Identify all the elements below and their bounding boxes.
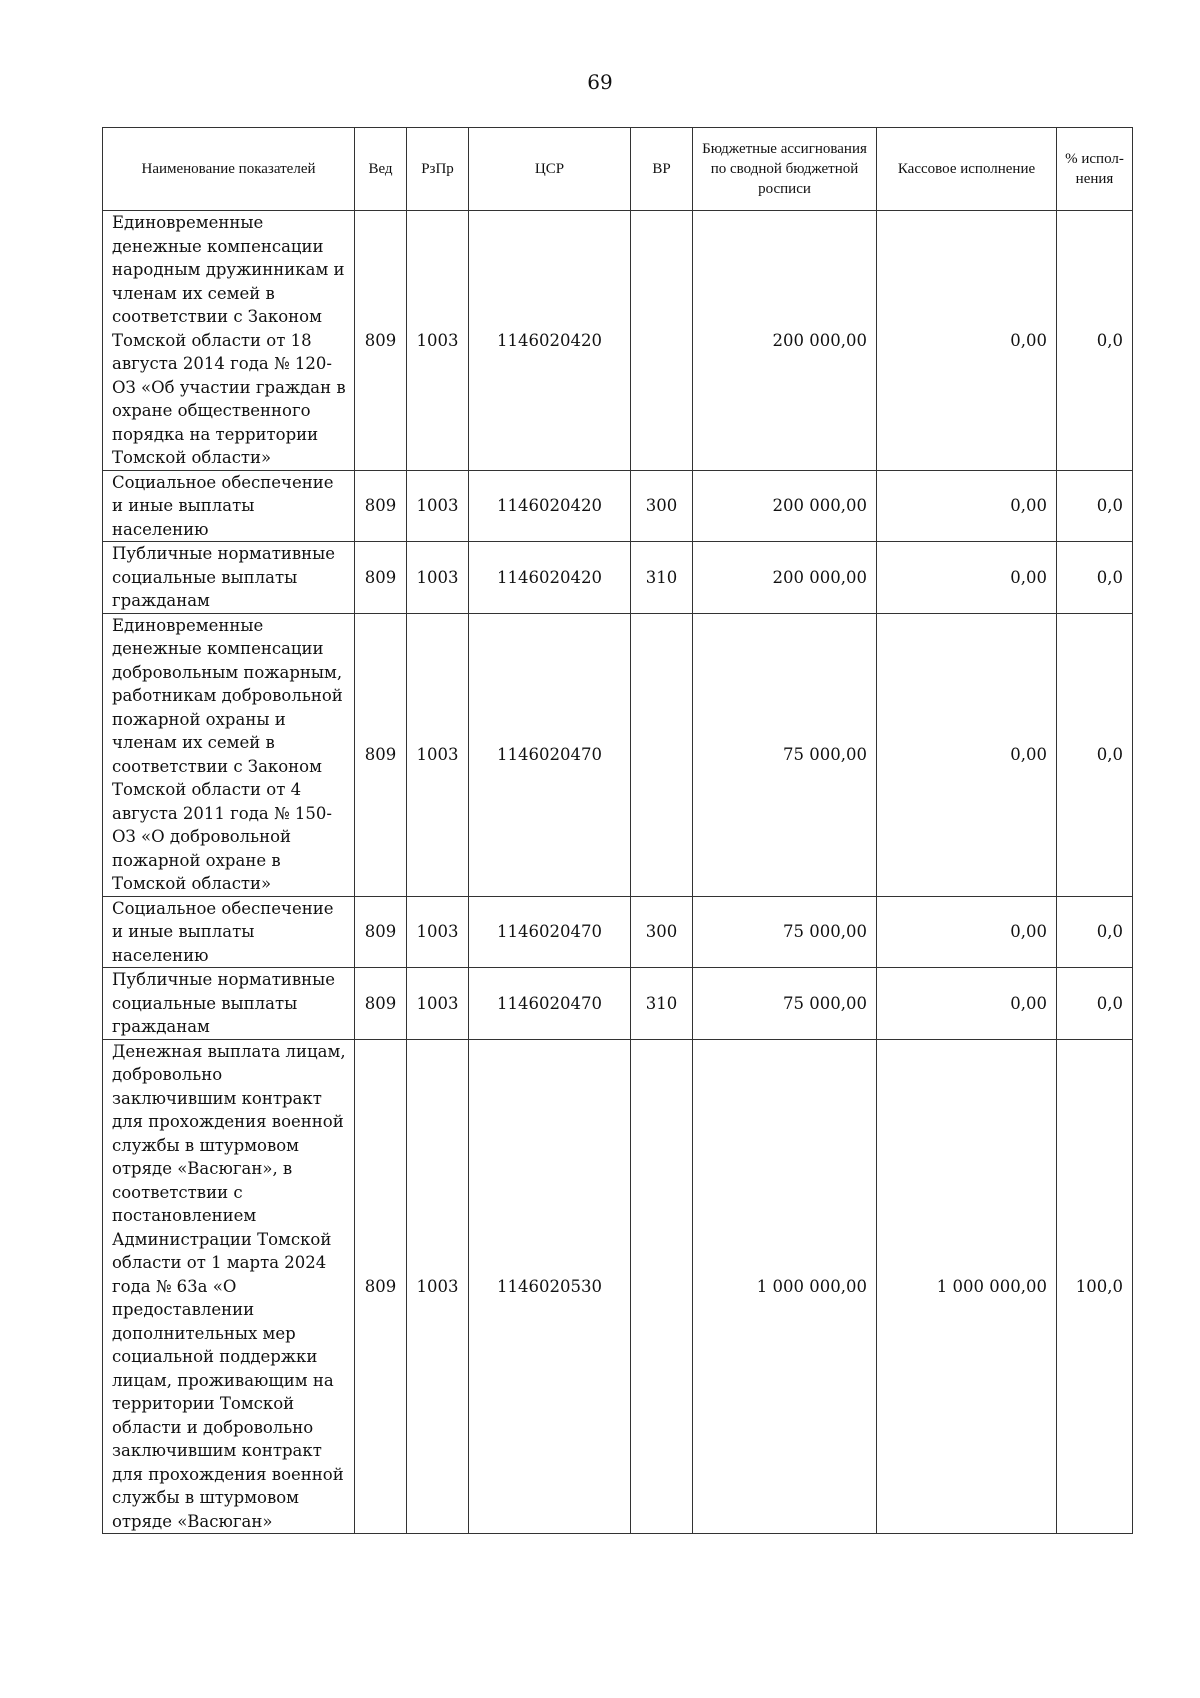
vr-cell [631,1039,693,1534]
table-row [103,470,1133,542]
cash-execution-cell: 0,00 [877,896,1057,968]
table-header-row [103,128,1133,211]
budget-execution-table [102,127,1133,1534]
percent-cell: 100,0 [1057,1039,1133,1534]
indicator-name: Публичные нормативные социальные выплаты гражданам [103,968,355,1040]
header-assignments: Бюджетные ассигнования по сводной бюджетной росписи [693,128,877,211]
vr-cell [631,211,693,471]
ved-cell: 809 [355,613,407,896]
rzpr-cell: 1003 [407,1039,469,1534]
rzpr-cell: 1003 [407,613,469,896]
cash-execution-cell: 0,00 [877,613,1057,896]
assignments-cell: 75 000,00 [693,896,877,968]
table-row [103,542,1133,614]
csr-cell: 1146020420 [469,542,631,614]
table-row [103,613,1133,896]
header-name: Наименование показателей [103,128,355,211]
assignments-cell: 75 000,00 [693,613,877,896]
percent-cell: 0,0 [1057,613,1133,896]
ved-cell: 809 [355,896,407,968]
header-csr: ЦСР [469,128,631,211]
cash-execution-cell: 0,00 [877,470,1057,542]
percent-cell: 0,0 [1057,542,1133,614]
indicator-name: Денежная выплата лицам, добровольно заключившим контракт для прохождения военной службы в штурмовом отряде «Васюган», в соответствии с постановлением Администрации Томской области от 1 марта 2024 года № 63а «О предоставлении дополнительных мер социальной поддержки лицам, проживающим на территории Томской области и добровольно заключившим контракт для прохождения военной службы в штурмовом отряде «Васюган» [103,1039,355,1534]
csr-cell: 1146020420 [469,470,631,542]
table-row [103,1039,1133,1534]
table-row [103,211,1133,471]
percent-cell: 0,0 [1057,968,1133,1040]
ved-cell: 809 [355,968,407,1040]
rzpr-cell: 1003 [407,470,469,542]
rzpr-cell: 1003 [407,542,469,614]
indicator-name: Социальное обеспечение и иные выплаты населению [103,896,355,968]
assignments-cell: 1 000 000,00 [693,1039,877,1534]
vr-cell: 300 [631,470,693,542]
indicator-name: Социальное обеспечение и иные выплаты населению [103,470,355,542]
vr-cell [631,613,693,896]
rzpr-cell: 1003 [407,211,469,471]
header-percent-execution: % испол-нения [1057,128,1133,211]
table-row [103,968,1133,1040]
percent-cell: 0,0 [1057,211,1133,471]
assignments-cell: 200 000,00 [693,211,877,471]
percent-cell: 0,0 [1057,896,1133,968]
ved-cell: 809 [355,542,407,614]
cash-execution-cell: 0,00 [877,542,1057,614]
ved-cell: 809 [355,211,407,471]
vr-cell: 310 [631,968,693,1040]
indicator-name: Единовременные денежные компенсации народным дружинникам и членам их семей в соответствии с Законом Томской области от 18 августа 2014 года № 120- ОЗ «Об участии граждан в охране общественного порядка на территории Томской области» [103,211,355,471]
assignments-cell: 200 000,00 [693,470,877,542]
csr-cell: 1146020470 [469,613,631,896]
cash-execution-cell: 0,00 [877,968,1057,1040]
header-ved: Вед [355,128,407,211]
cash-execution-cell: 0,00 [877,211,1057,471]
csr-cell: 1146020420 [469,211,631,471]
csr-cell: 1146020470 [469,968,631,1040]
indicator-name: Единовременные денежные компенсации добровольным пожарным, работникам добровольной пожарной охраны и членам их семей в соответствии с Законом Томской области от 4 августа 2011 года № 150- ОЗ «О добровольной пожарной охране в Томской области» [103,613,355,896]
vr-cell: 300 [631,896,693,968]
page-number: 69 [587,70,613,94]
rzpr-cell: 1003 [407,968,469,1040]
vr-cell: 310 [631,542,693,614]
ved-cell: 809 [355,1039,407,1534]
csr-cell: 1146020530 [469,1039,631,1534]
header-rzpr: РзПр [407,128,469,211]
header-vr: ВР [631,128,693,211]
assignments-cell: 200 000,00 [693,542,877,614]
cash-execution-cell: 1 000 000,00 [877,1039,1057,1534]
ved-cell: 809 [355,470,407,542]
indicator-name: Публичные нормативные социальные выплаты гражданам [103,542,355,614]
csr-cell: 1146020470 [469,896,631,968]
percent-cell: 0,0 [1057,470,1133,542]
table-row [103,896,1133,968]
rzpr-cell: 1003 [407,896,469,968]
header-cash-execution: Кассовое исполнение [877,128,1057,211]
assignments-cell: 75 000,00 [693,968,877,1040]
